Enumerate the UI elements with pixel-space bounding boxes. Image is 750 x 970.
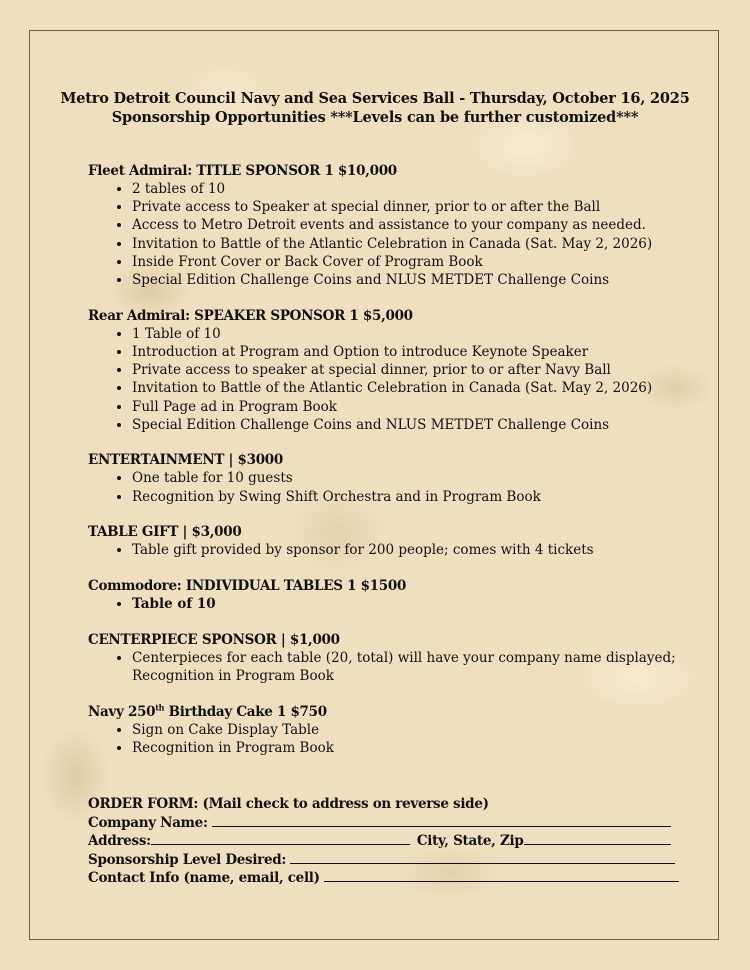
cake-heading-text: Navy 250 xyxy=(88,703,156,720)
list-item: • Special Edition Challenge Coins and NLUS METDET Challenge Coins xyxy=(132,271,688,289)
sponsorship-list xyxy=(88,162,688,888)
list-item: • Inside Front Cover or Back Cover of Program Book xyxy=(132,253,688,271)
list-item: • Recognition by Swing Shift Orchestra and in Program Book xyxy=(132,488,688,506)
section-title-sponsor xyxy=(88,162,688,289)
order-form-title: ORDER FORM: (Mail check to address on reverse side) xyxy=(88,796,489,813)
section-heading xyxy=(88,703,688,721)
section-birthday-cake xyxy=(88,703,688,757)
list-item: • Full Page ad in Program Book xyxy=(132,398,688,416)
title-line-2: Sponsorship Opportunities ***Levels can be further customized*** xyxy=(111,109,639,126)
section-table-gift xyxy=(88,523,688,559)
list-item: • Special Edition Challenge Coins and NLUS METDET Challenge Coins xyxy=(132,416,688,434)
section-heading: Rear Admiral: SPEAKER SPONSOR 1 $5,000 xyxy=(88,307,413,324)
city-state-zip-label: City, State, Zip xyxy=(416,833,524,850)
cake-heading-price: Birthday Cake 1 $750 xyxy=(164,703,327,720)
list-item: • Private access to speaker at special dinner, prior to or after Navy Ball xyxy=(132,361,688,379)
address-row xyxy=(88,832,688,851)
list-item: • Private access to Speaker at special dinner, prior to or after the Ball xyxy=(132,198,688,216)
list-item: • Sign on Cake Display Table xyxy=(132,721,688,739)
section-individual-tables xyxy=(88,577,688,613)
section-heading: ENTERTAINMENT | $3000 xyxy=(88,452,283,469)
list-item: • Access to Metro Detroit events and assistance to your company as needed. xyxy=(132,216,688,234)
company-name-row xyxy=(88,814,688,833)
title-line-1: Metro Detroit Council Navy and Sea Services Ball - Thursday, October 16, 2025 xyxy=(60,90,690,107)
list-item: • One table for 10 guests xyxy=(132,469,688,487)
section-speaker-sponsor xyxy=(88,307,688,434)
company-name-label: Company Name: xyxy=(88,814,208,831)
list-item: • Invitation to Battle of the Atlantic Celebration in Canada (Sat. May 2, 2026) xyxy=(132,379,688,397)
list-item: • Table of 10 xyxy=(132,595,688,613)
company-name-field[interactable] xyxy=(212,814,671,827)
list-item: • 1 Table of 10 xyxy=(132,325,688,343)
section-entertainment xyxy=(88,451,688,505)
list-item: • Recognition in Program Book xyxy=(132,739,688,757)
sponsorship-level-row xyxy=(88,851,688,870)
list-item: • Table gift provided by sponsor for 200 people; comes with 4 tickets xyxy=(132,541,688,559)
sponsorship-level-label: Sponsorship Level Desired: xyxy=(88,851,287,868)
section-centerpiece xyxy=(88,631,688,685)
sponsorship-level-field[interactable] xyxy=(290,851,675,864)
order-form xyxy=(88,796,688,888)
list-item: • Invitation to Battle of the Atlantic Celebration in Canada (Sat. May 2, 2026) xyxy=(132,235,688,253)
contact-info-field[interactable] xyxy=(324,869,679,882)
address-label: Address: xyxy=(88,833,151,850)
contact-info-label: Contact Info (name, email, cell) xyxy=(88,870,320,887)
section-heading: CENTERPIECE SPONSOR | $1,000 xyxy=(88,631,340,648)
section-heading: Commodore: INDIVIDUAL TABLES 1 $1500 xyxy=(88,578,407,595)
list-item: • 2 tables of 10 xyxy=(132,180,688,198)
section-heading: TABLE GIFT | $3,000 xyxy=(88,524,242,541)
cake-heading-sup: th xyxy=(155,702,165,713)
city-state-zip-field[interactable] xyxy=(524,832,671,845)
list-item: • Introduction at Program and Option to introduce Keynote Speaker xyxy=(132,343,688,361)
section-heading: Fleet Admiral: TITLE SPONSOR 1 $10,000 xyxy=(88,163,397,179)
address-field[interactable] xyxy=(151,832,410,845)
list-item: • Centerpieces for each table (20, total) will have your company name displayed; Recognition in Program Book xyxy=(132,649,688,685)
contact-info-row xyxy=(88,869,688,888)
